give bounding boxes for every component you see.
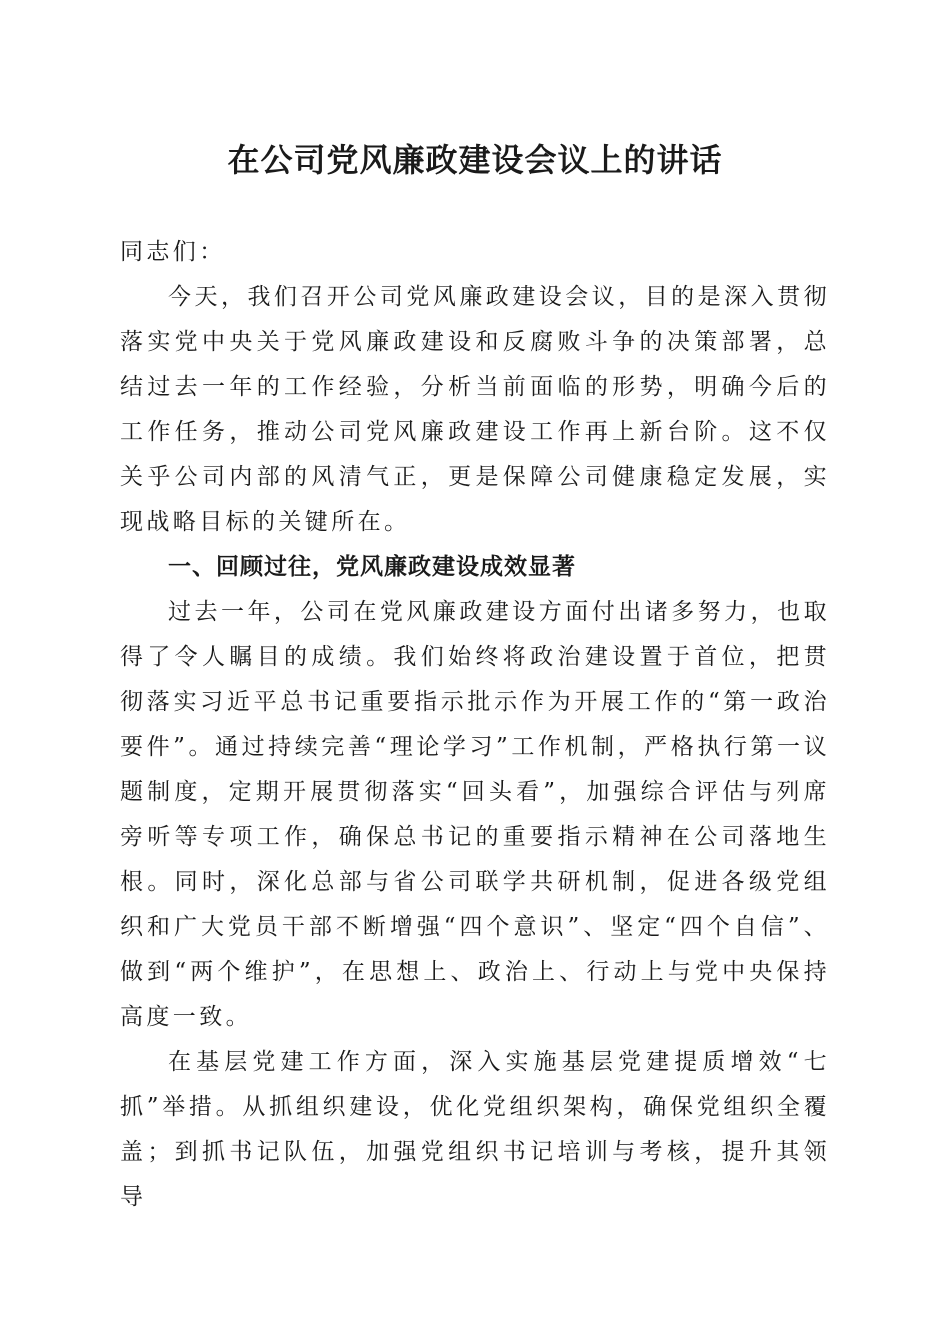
salutation: 同志们：	[120, 239, 226, 265]
section-heading: 一、回顾过往，党风廉政建设成效显著	[168, 554, 576, 580]
document-body	[120, 230, 830, 1220]
section-paragraph: 过去一年，公司在党风廉政建设方面付出诸多努力，也取得了令人瞩目的成绩。我们始终将政治建设置于首位，把贯彻落实习近平总书记重要指示批示作为开展工作的“第一政治要件”。通过持续完善“理论学习”工作机制，严格执行第一议题制度，定期开展贯彻落实“回头看”，加强综合评估与列席旁听等专项工作，确保总书记的重要指示精神在公司落地生根。同时，深化总部与省公司联学共研机制，促进各级党组织和广大党员干部不断增强“四个意识”、坚定“四个自信”、做到“两个维护”，在思想上、政治上、行动上与党中央保持高度一致。	[120, 599, 830, 1030]
intro-paragraph: 今天，我们召开公司党风廉政建设会议，目的是深入贯彻落实党中央关于党风廉政建设和反腐败斗争的决策部署，总结过去一年的工作经验，分析当前面临的形势，明确今后的工作任务，推动公司党风廉政建设工作再上新台阶。这不仅关乎公司内部的风清气正，更是保障公司健康稳定发展，实现战略目标的关键所在。	[120, 284, 830, 535]
document-title: 在公司党风廉政建设会议上的讲话	[227, 141, 723, 179]
section-paragraph: 在基层党建工作方面，深入实施基层党建提质增效“七抓”举措。从抓组织建设，优化党组织架构，确保党组织全覆盖；到抓书记队伍，加强党组织书记培训与考核，提升其领导	[120, 1049, 830, 1210]
